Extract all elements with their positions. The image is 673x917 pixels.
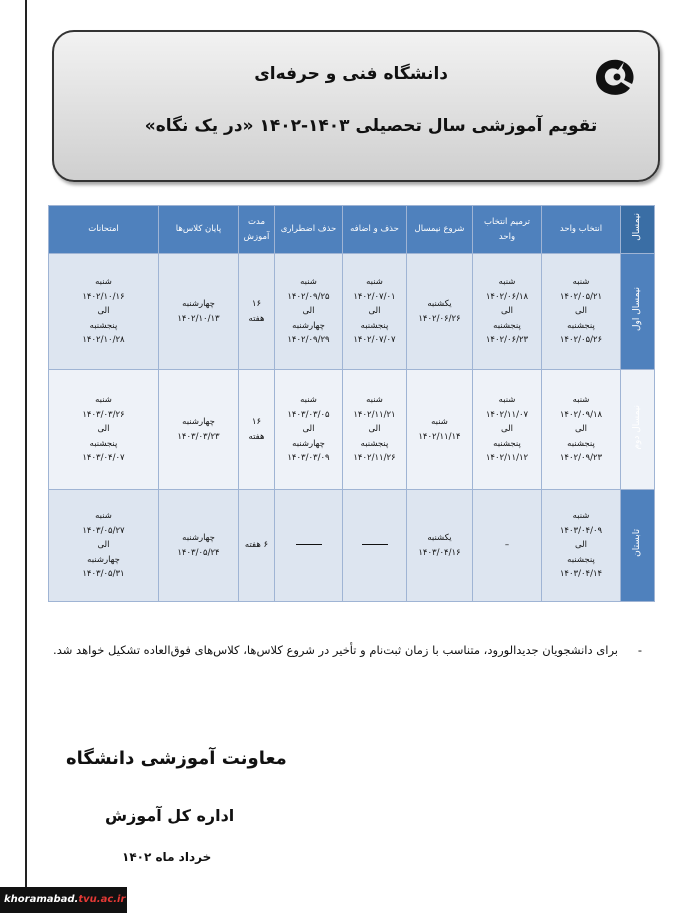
- cell-add-drop: [473, 370, 542, 490]
- cell-line: پنجشنبه: [89, 320, 118, 331]
- cell-selection: [542, 370, 621, 490]
- cell-line: شنبه: [366, 277, 383, 288]
- cell-line: ۱۴۰۳/۰۵/۳۱: [82, 569, 125, 580]
- cell-line: ۱۴۰۳/۰۳/۰۹: [287, 453, 330, 464]
- cell-classes-end: [159, 490, 239, 602]
- cell-line: چهارشنبه: [292, 320, 325, 331]
- cell-selection: [542, 490, 621, 602]
- cell-line: ۱۴۰۲/۰۵/۲۱: [559, 291, 603, 302]
- cell-line: هفته: [248, 313, 265, 324]
- cell-emergency-drop: [275, 490, 343, 602]
- cell-line: ۱۴۰۲/۰۷/۰۱: [353, 291, 396, 302]
- cell-line: ۱۴۰۲/۰۹/۱۸: [559, 409, 603, 420]
- cell-line: ۱۴۰۲/۱۰/۲۸: [82, 335, 125, 346]
- signature-date: خرداد ماه ۱۴۰۲: [122, 850, 212, 864]
- cell-line: ۱۴۰۳/۰۴/۰۷: [82, 453, 125, 464]
- academic-calendar-table: [48, 205, 655, 602]
- cell-line: یکشنبه: [427, 533, 452, 544]
- note-text: برای دانشجویان جدیدالورود، متناسب با زمان ثبت‌نام و تأخیر در شروع کلاس‌ها، کلاس‌های فوق‌العاده تشکیل خواهد شد.: [53, 643, 618, 657]
- cell-line: الی: [500, 424, 514, 435]
- cell-add-drop: [473, 254, 542, 370]
- header-classes-end: پایان کلاس‌ها: [159, 206, 239, 254]
- cell-exams: [49, 370, 159, 490]
- cell-add-remove: [343, 370, 407, 490]
- university-name: دانشگاه فنی و حرفه‌ای: [254, 64, 448, 84]
- cell-line: الی: [500, 306, 514, 317]
- cell-line: الی: [574, 306, 588, 317]
- cell-line: ۱۴۰۲/۱۱/۰۷: [485, 409, 529, 420]
- cell-emergency-drop: [275, 254, 343, 370]
- cell-line: چهارشنبه: [182, 533, 215, 544]
- cell-line: ۱۴۰۲/۱۱/۲۶: [353, 453, 396, 464]
- cell-line: ۱۴۰۳/۰۵/۲۴: [177, 547, 220, 558]
- cell-line: شنبه: [95, 511, 112, 522]
- cell-line: ۱۴۰۳/۰۴/۱۶: [418, 547, 461, 558]
- cell-line: الی: [574, 540, 588, 551]
- cell-line: ۱۴۰۲/۰۹/۲۹: [287, 335, 330, 346]
- signature-deputy: معاونت آموزشی دانشگاه: [66, 748, 287, 769]
- header-add-drop: ترمیم انتخاب واحد: [473, 206, 542, 254]
- website-prefix: khoramabad.: [4, 894, 79, 905]
- signature-office: اداره کل آموزش: [105, 806, 235, 825]
- cell-line: شنبه: [572, 277, 590, 288]
- cell-line: شنبه: [95, 395, 112, 406]
- table-row: [49, 490, 655, 602]
- cell-classes-end: [159, 370, 239, 490]
- cell-term-start: [407, 370, 473, 490]
- cell-duration: [239, 490, 275, 602]
- page-margin-rule: [25, 0, 27, 887]
- cell-line: شنبه: [366, 395, 383, 406]
- cell-line: چهارشنبه: [292, 438, 325, 449]
- cell-duration: [239, 254, 275, 370]
- cell-line: الی: [574, 424, 588, 435]
- cell-line: چهارشنبه: [182, 417, 215, 428]
- cell-line: چهارشنبه: [87, 554, 120, 565]
- cell-line: پنجشنبه: [567, 320, 595, 331]
- header-selection: انتخاب واحد: [542, 206, 621, 254]
- cell-line: ۱۶: [251, 299, 262, 310]
- cell-duration: [239, 370, 275, 490]
- cell-line: الی: [97, 424, 110, 435]
- calendar-title: تقویم آموزشی سال تحصیلی ۱۴۰۳-۱۴۰۲ «در یک نگاه»: [144, 116, 598, 136]
- cell-line: ۱۴۰۲/۱۱/۱۴: [418, 431, 461, 442]
- cell-line: ۱۴۰۳/۰۴/۰۹: [559, 525, 603, 536]
- cell-line: ۱۴۰۳/۰۵/۲۷: [82, 525, 125, 536]
- cell-line: پنجشنبه: [493, 320, 521, 331]
- cell-line: شنبه: [572, 511, 590, 522]
- empty-dash: [362, 544, 388, 545]
- cell-line: شنبه: [300, 395, 317, 406]
- cell-line: شنبه: [498, 277, 516, 288]
- website-badge[interactable]: [0, 887, 127, 913]
- cell-line: ۱۴۰۲/۰۵/۲۶: [559, 335, 603, 346]
- table-row: [49, 370, 655, 490]
- cell-line: هفته: [248, 431, 265, 442]
- cell-exams: [49, 254, 159, 370]
- cell-line: شنبه: [431, 417, 448, 428]
- cell-line: الی: [97, 306, 110, 317]
- cell-line: ۱۴۰۲/۰۶/۱۸: [485, 291, 529, 302]
- cell-add-drop: [473, 490, 542, 602]
- cell-line: ۱۴۰۲/۱۱/۱۲: [485, 453, 529, 464]
- header-banner: [52, 30, 660, 182]
- cell-add-remove: [343, 490, 407, 602]
- cell-line: ۱۴۰۲/۱۰/۱۳: [177, 313, 220, 324]
- table-header-row: [49, 206, 655, 254]
- cell-line: پنجشنبه: [567, 438, 595, 449]
- cell-line: پنجشنبه: [493, 438, 521, 449]
- cell-line: الی: [97, 540, 110, 551]
- cell-line: چهارشنبه: [182, 299, 215, 310]
- cell-line: ۱۴۰۳/۰۳/۲۶: [82, 409, 125, 420]
- cell-line: ۱۴۰۳/۰۳/۲۳: [177, 431, 220, 442]
- new-students-note: [52, 637, 642, 663]
- cell-term-start: [407, 490, 473, 602]
- cell-line: یکشنبه: [427, 299, 452, 310]
- cell-line: شنبه: [572, 395, 590, 406]
- university-logo-icon: [588, 50, 640, 102]
- cell-exams: [49, 490, 159, 602]
- cell-line: ۶ هفته: [244, 540, 269, 551]
- cell-line: شنبه: [498, 395, 516, 406]
- table-row: [49, 254, 655, 370]
- cell-line: ۱۴۰۲/۰۶/۲۳: [485, 335, 529, 346]
- cell-term-start: [407, 254, 473, 370]
- cell-add-remove: [343, 254, 407, 370]
- header-term-start: شروع نیمسال: [407, 206, 473, 254]
- cell-line: ۱۴۰۳/۰۴/۱۴: [559, 569, 603, 580]
- cell-line: ۱۴۰۲/۰۹/۲۵: [287, 291, 330, 302]
- cell-line: شنبه: [95, 277, 112, 288]
- cell-line: ۱۴۰۲/۱۱/۲۱: [353, 409, 396, 420]
- cell-line: ۱۴۰۲/۰۷/۰۷: [353, 335, 396, 346]
- term-name-cell: تابستان: [621, 490, 655, 602]
- term-name-cell: نیمسال دوم: [621, 370, 655, 490]
- cell-line: الی: [302, 424, 315, 435]
- header-emergency-drop: حذف اضطراری: [275, 206, 343, 254]
- cell-line: پنجشنبه: [360, 320, 389, 331]
- cell-line: ۱۴۰۲/۱۰/۱۶: [82, 291, 125, 302]
- cell-line: پنجشنبه: [89, 438, 118, 449]
- cell-line: ۱۴۰۲/۰۶/۲۶: [418, 313, 461, 324]
- cell-emergency-drop: [275, 370, 343, 490]
- header-add-remove: حذف و اضافه: [343, 206, 407, 254]
- term-name-cell: نیمسال اول: [621, 254, 655, 370]
- cell-selection: [542, 254, 621, 370]
- cell-line: شنبه: [300, 277, 317, 288]
- cell-line: پنجشنبه: [567, 554, 595, 565]
- cell-line: الی: [302, 306, 315, 317]
- website-domain: tvu.ac.ir: [78, 894, 126, 905]
- note-bullet: -: [637, 643, 642, 657]
- header-exams: امتحانات: [49, 206, 159, 254]
- empty-dash: [296, 544, 322, 545]
- header-term: نیمسال: [621, 206, 655, 254]
- cell-line: –: [504, 540, 510, 551]
- header-duration: مدت آموزش: [239, 206, 275, 254]
- cell-line: ۱۴۰۲/۰۹/۲۳: [559, 453, 603, 464]
- cell-line: الی: [368, 424, 381, 435]
- cell-line: ۱۴۰۳/۰۳/۰۵: [287, 409, 330, 420]
- cell-line: ۱۶: [251, 417, 262, 428]
- cell-line: پنجشنبه: [360, 438, 389, 449]
- cell-line: الی: [368, 306, 381, 317]
- cell-classes-end: [159, 254, 239, 370]
